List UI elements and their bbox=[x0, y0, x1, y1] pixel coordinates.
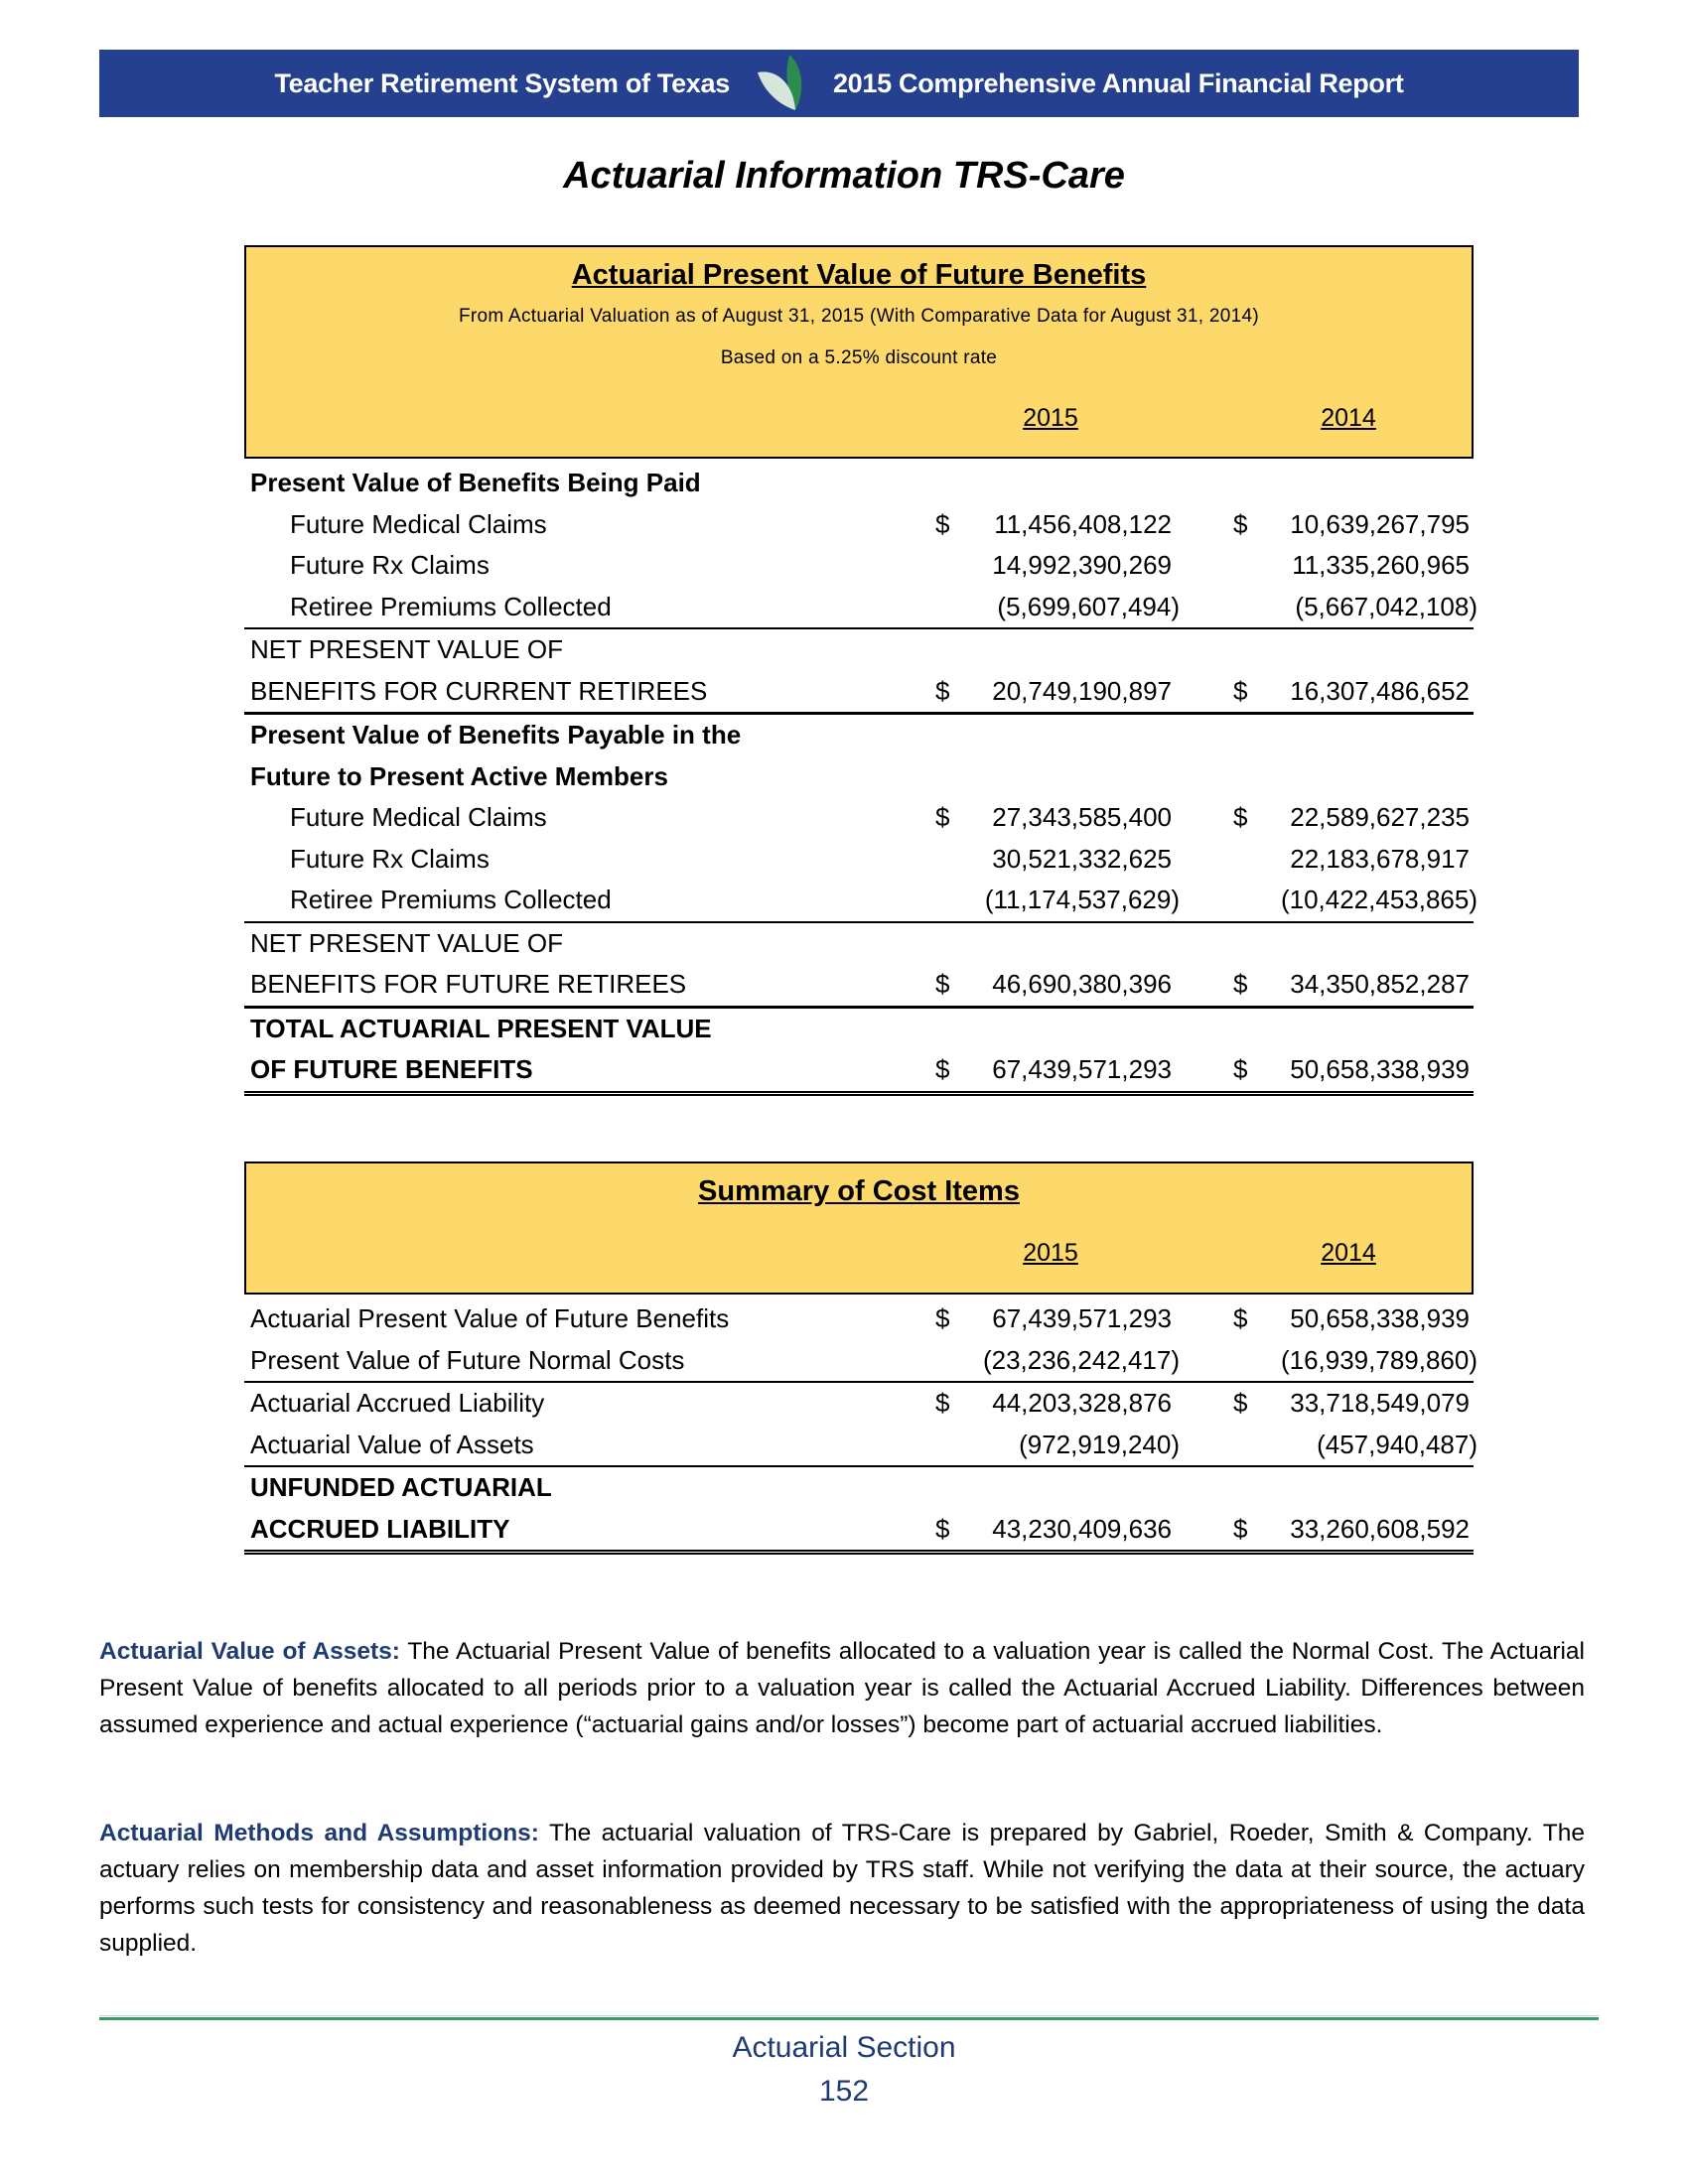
currency-symbol: $ bbox=[1233, 969, 1248, 999]
row-label: Retiree Premiums Collected bbox=[290, 885, 612, 914]
currency-symbol: $ bbox=[1233, 1054, 1248, 1084]
footer-section-name: Actuarial Section bbox=[732, 2031, 956, 2064]
row-label: OF FUTURE BENEFITS bbox=[250, 1054, 533, 1084]
banner-report-name: 2015 Comprehensive Annual Financial Report bbox=[832, 68, 1404, 98]
currency-symbol: $ bbox=[935, 802, 950, 832]
column-header-2014: 2014 bbox=[1321, 404, 1376, 432]
value-2015: 46,690,380,396 bbox=[992, 969, 1172, 999]
table-row bbox=[244, 964, 1474, 1009]
pvfb-table bbox=[244, 245, 1477, 1096]
value-2014: 33,260,608,592 bbox=[1290, 1513, 1470, 1544]
table-row bbox=[244, 463, 1474, 504]
row-label: BENEFITS FOR FUTURE RETIREES bbox=[250, 969, 687, 999]
table-row bbox=[244, 1340, 1477, 1384]
row-label: NET PRESENT VALUE OF bbox=[250, 634, 563, 664]
value-2014: (5,667,042,108) bbox=[1295, 591, 1477, 621]
currency-symbol: $ bbox=[935, 675, 950, 706]
pvfb-table-basis: Based on a 5.25% discount rate bbox=[720, 347, 998, 368]
pvfb-table-subtitle: From Actuarial Valuation as of August 31, 2015 (With Comparative Data for August 31, 2014) bbox=[458, 306, 1260, 327]
table-row bbox=[244, 715, 1474, 756]
row-label: NET PRESENT VALUE OF bbox=[250, 927, 563, 958]
paragraph-heading: Actuarial Methods and Assumptions: bbox=[99, 1820, 539, 1846]
value-2015: 67,439,571,293 bbox=[992, 1054, 1172, 1084]
value-2014: 10,639,267,795 bbox=[1290, 508, 1470, 539]
value-2014: 16,307,486,652 bbox=[1290, 675, 1470, 706]
currency-symbol: $ bbox=[1233, 508, 1248, 539]
currency-symbol: $ bbox=[935, 1303, 950, 1333]
table-row bbox=[244, 671, 1474, 716]
value-2015: (23,236,242,417) bbox=[982, 1344, 1180, 1375]
cost-table bbox=[244, 1161, 1477, 1555]
currency-symbol: $ bbox=[935, 969, 950, 999]
value-2015: (5,699,607,494) bbox=[997, 591, 1180, 621]
currency-symbol: $ bbox=[1233, 802, 1248, 832]
currency-symbol: $ bbox=[1233, 675, 1248, 706]
table-row bbox=[244, 1425, 1477, 1468]
report-banner bbox=[99, 50, 1579, 117]
page-number: 152 bbox=[818, 2075, 870, 2108]
footer-divider bbox=[99, 2017, 1599, 2020]
row-label: Future Rx Claims bbox=[290, 550, 490, 580]
value-2015: 27,343,585,400 bbox=[992, 802, 1172, 832]
row-label: Actuarial Accrued Liability bbox=[250, 1388, 545, 1418]
row-label: Future Medical Claims bbox=[290, 802, 547, 832]
value-2014: (16,939,789,860) bbox=[1280, 1344, 1477, 1375]
table-row bbox=[244, 1049, 1474, 1096]
table-row bbox=[244, 545, 1474, 587]
currency-symbol: $ bbox=[1233, 1388, 1248, 1418]
value-2014: (457,940,487) bbox=[1317, 1429, 1477, 1459]
pvfb-table-title: Actuarial Present Value of Future Benefits bbox=[571, 259, 1147, 291]
currency-symbol: $ bbox=[935, 1513, 950, 1544]
value-2015: 30,521,332,625 bbox=[992, 843, 1172, 874]
table-row bbox=[244, 756, 1474, 798]
value-2014: 33,718,549,079 bbox=[1290, 1388, 1470, 1418]
table-row bbox=[244, 880, 1477, 923]
leaf-logo-icon bbox=[754, 53, 809, 114]
row-label: TOTAL ACTUARIAL PRESENT VALUE bbox=[250, 1013, 712, 1043]
column-header-2015: 2015 bbox=[1023, 1239, 1078, 1267]
banner-org-name: Teacher Retirement System of Texas bbox=[274, 68, 730, 98]
pvfb-table-header bbox=[244, 245, 1474, 459]
table-row bbox=[244, 1298, 1474, 1340]
currency-symbol: $ bbox=[935, 1054, 950, 1084]
table-row bbox=[244, 839, 1474, 881]
value-2015: 14,992,390,269 bbox=[992, 550, 1172, 580]
row-label: Retiree Premiums Collected bbox=[290, 591, 612, 621]
table-row bbox=[244, 504, 1474, 546]
value-2015: (11,174,537,629) bbox=[984, 885, 1180, 914]
value-2014: 34,350,852,287 bbox=[1290, 969, 1470, 999]
table-row bbox=[244, 923, 1474, 965]
value-2014: 11,335,260,965 bbox=[1292, 550, 1470, 580]
cost-table-title: Summary of Cost Items bbox=[698, 1175, 1020, 1207]
row-label: Future Medical Claims bbox=[290, 508, 547, 539]
table-row bbox=[244, 1467, 1474, 1509]
row-label: Present Value of Benefits Payable in the bbox=[250, 720, 742, 750]
row-label: Future Rx Claims bbox=[290, 843, 490, 874]
table-row bbox=[244, 629, 1474, 671]
value-2015: 11,456,408,122 bbox=[994, 508, 1172, 539]
table-row bbox=[244, 1009, 1474, 1050]
currency-symbol: $ bbox=[935, 508, 950, 539]
value-2014: 50,658,338,939 bbox=[1290, 1054, 1470, 1084]
table-row bbox=[244, 1383, 1474, 1425]
row-label: BENEFITS FOR CURRENT RETIREES bbox=[250, 675, 708, 706]
value-2014: 50,658,338,939 bbox=[1290, 1303, 1470, 1333]
row-label: ACCRUED LIABILITY bbox=[250, 1513, 510, 1544]
row-label: Actuarial Present Value of Future Benefits bbox=[250, 1303, 730, 1333]
value-2015: (972,919,240) bbox=[1019, 1429, 1180, 1459]
paragraph-actuarial-methods bbox=[99, 1815, 1585, 1962]
value-2014: (10,422,453,865) bbox=[1280, 885, 1477, 914]
currency-symbol: $ bbox=[1233, 1513, 1248, 1544]
currency-symbol: $ bbox=[935, 1388, 950, 1418]
table-row bbox=[244, 1509, 1474, 1556]
table-row bbox=[244, 587, 1477, 630]
row-label: Actuarial Value of Assets bbox=[250, 1429, 534, 1459]
value-2015: 67,439,571,293 bbox=[992, 1303, 1172, 1333]
row-label: Future to Present Active Members bbox=[250, 760, 668, 791]
currency-symbol: $ bbox=[1233, 1303, 1248, 1333]
value-2014: 22,589,627,235 bbox=[1290, 802, 1470, 832]
column-header-2014: 2014 bbox=[1321, 1239, 1376, 1267]
row-label: Present Value of Future Normal Costs bbox=[250, 1344, 685, 1375]
paragraph-actuarial-value-of-assets bbox=[99, 1633, 1585, 1743]
paragraph-body: The Actuarial Present Value of benefits allocated to a valuation year is called the Normal Cost. The Actuarial Present Value of benefits allocated to all periods prior to a valuation year is called the Actuarial Accrued Liability. Differences between assumed experience and actual experience (“actuarial gains and/or losses”) become part of actuarial accrued liabilities. bbox=[99, 1638, 1585, 1738]
table-row bbox=[244, 797, 1474, 839]
value-2014: 22,183,678,917 bbox=[1290, 843, 1470, 874]
paragraph-body: The actuarial valuation of TRS-Care is prepared by Gabriel, Roeder, Smith & Company. The actuary relies on membership data and asset information provided by TRS staff. While not verifying the data at their source, the actuary performs such tests for consistency and reasonableness as deemed necessary to be satisfied with the appropriateness of using the data supplied. bbox=[99, 1820, 1585, 1957]
value-2015: 20,749,190,897 bbox=[992, 675, 1172, 706]
cost-table-header bbox=[244, 1161, 1474, 1295]
value-2015: 44,203,328,876 bbox=[992, 1388, 1172, 1418]
row-label: UNFUNDED ACTUARIAL bbox=[250, 1472, 552, 1502]
column-header-2015: 2015 bbox=[1023, 404, 1078, 432]
value-2015: 43,230,409,636 bbox=[992, 1513, 1172, 1544]
page-title: Actuarial Information TRS-Care bbox=[563, 155, 1125, 197]
row-label: Present Value of Benefits Being Paid bbox=[250, 468, 701, 497]
paragraph-heading: Actuarial Value of Assets: bbox=[99, 1638, 400, 1665]
